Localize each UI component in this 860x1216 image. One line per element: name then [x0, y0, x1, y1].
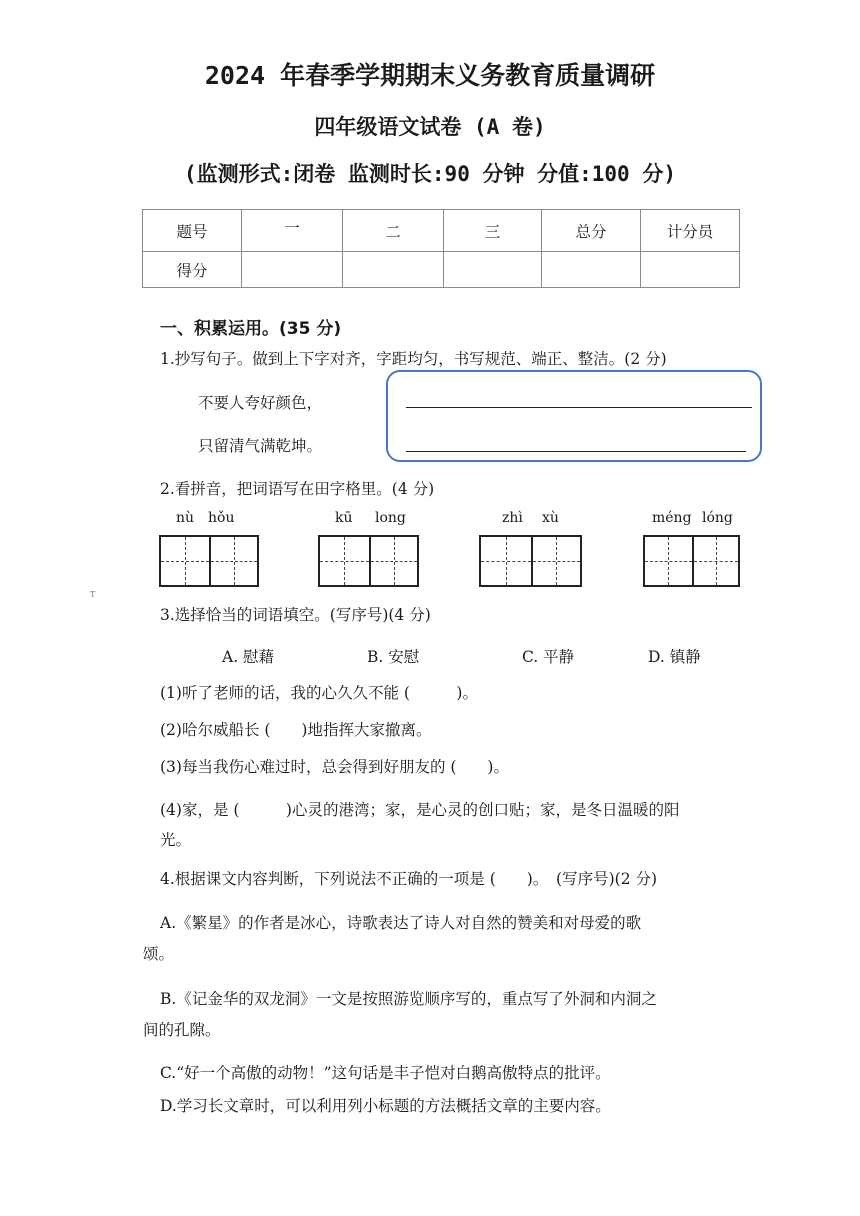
choice-d: D.学习长文章时，可以利用列小标题的方法概括文章的主要内容。: [160, 1097, 611, 1115]
pinyin-label: zhì: [502, 510, 523, 526]
option-b: B. 安慰: [367, 648, 420, 666]
section-heading: 一、积累运用。(35 分): [160, 319, 342, 339]
fill-in-item-continued: 光。: [160, 831, 192, 849]
tianzige-cell[interactable]: [320, 537, 369, 585]
tianzige-cell[interactable]: [209, 537, 257, 585]
option-c: C. 平静: [522, 648, 575, 666]
tianzige-grid[interactable]: [159, 535, 259, 587]
exam-info: (监测形式:闭卷 监测时长:90 分钟 分值:100 分): [183, 162, 676, 186]
writing-line[interactable]: [406, 451, 746, 452]
fill-in-item: (1)听了老师的话，我的心久久不能 ( )。: [160, 684, 478, 702]
pinyin-label: lóng: [702, 510, 733, 526]
tianzige-grid[interactable]: [318, 535, 419, 587]
score-cell[interactable]: [444, 252, 542, 288]
fill-in-item: (2)哈尔威船长 ( )地指挥大家撤离。: [160, 721, 432, 739]
table-cell: 二: [343, 210, 444, 252]
tianzige-cell[interactable]: [645, 537, 692, 585]
choice-b-continued: 间的孔隙。: [143, 1021, 221, 1039]
score-table: [142, 209, 740, 288]
exam-title: 2024 年春季学期期末义务教育质量调研: [204, 61, 656, 90]
option-a: A. 慰藉: [222, 648, 275, 666]
fill-in-item: (4)家，是 ( )心灵的港湾；家，是心灵的创口贴；家，是冬日温暖的阳: [160, 801, 680, 819]
tianzige-cell[interactable]: [481, 537, 531, 585]
pinyin-label: long: [375, 510, 406, 526]
tianzige-cell[interactable]: [369, 537, 418, 585]
table-cell: 三: [444, 210, 542, 252]
table-cell: 一: [242, 210, 343, 252]
table-cell: 总分: [542, 210, 641, 252]
score-table-score-row: [143, 252, 740, 288]
pinyin-label: kū: [335, 510, 353, 526]
writing-line[interactable]: [406, 407, 752, 408]
tianzige-grid[interactable]: [479, 535, 582, 587]
question-1-prompt: 1.抄写句子。做到上下字对齐，字距均匀，书写规范、端正、整洁。(2 分): [160, 350, 667, 368]
pinyin-label: xù: [542, 510, 559, 526]
pinyin-label: hǒu: [208, 510, 235, 526]
choice-c: C.“好一个高傲的动物！”这句话是丰子恺对白鹅高傲特点的批评。: [160, 1064, 611, 1082]
exam-subtitle: 四年级语文试卷 (A 卷): [314, 115, 546, 139]
table-cell: 计分员: [641, 210, 740, 252]
tianzige-cell[interactable]: [531, 537, 581, 585]
question-2-prompt: 2.看拼音，把词语写在田字格里。(4 分): [160, 480, 435, 498]
margin-mark: T: [90, 590, 96, 599]
pinyin-label: méng: [652, 510, 692, 526]
question-4-prompt: 4.根据课文内容判断，下列说法不正确的一项是 ( )。 (写序号)(2 分): [160, 870, 658, 888]
score-cell[interactable]: [641, 252, 740, 288]
tianzige-grid[interactable]: [643, 535, 740, 587]
score-table-header-row: [143, 210, 740, 252]
copy-answer-box: [386, 370, 762, 462]
poem-line-1: 不要人夸好颜色，: [198, 394, 323, 412]
choice-b: B.《记金华的双龙洞》一文是按照游览顺序写的，重点写了外洞和内洞之: [160, 990, 657, 1008]
table-cell: 得分: [143, 252, 242, 288]
tianzige-cell[interactable]: [692, 537, 739, 585]
pinyin-label: nù: [176, 510, 195, 526]
tianzige-cell[interactable]: [161, 537, 209, 585]
score-cell[interactable]: [343, 252, 444, 288]
score-cell[interactable]: [542, 252, 641, 288]
question-3-prompt: 3.选择恰当的词语填空。(写序号)(4 分): [160, 606, 431, 624]
score-cell[interactable]: [242, 252, 343, 288]
choice-a-continued: 颂。: [143, 945, 175, 963]
choice-a: A.《繁星》的作者是冰心，诗歌表达了诗人对自然的赞美和对母爱的歌: [160, 914, 642, 932]
option-d: D. 镇静: [648, 648, 701, 666]
table-cell: 题号: [143, 210, 242, 252]
poem-line-2: 只留清气满乾坤。: [198, 437, 323, 455]
fill-in-item: (3)每当我伤心难过时，总会得到好朋友的 ( )。: [160, 758, 509, 776]
